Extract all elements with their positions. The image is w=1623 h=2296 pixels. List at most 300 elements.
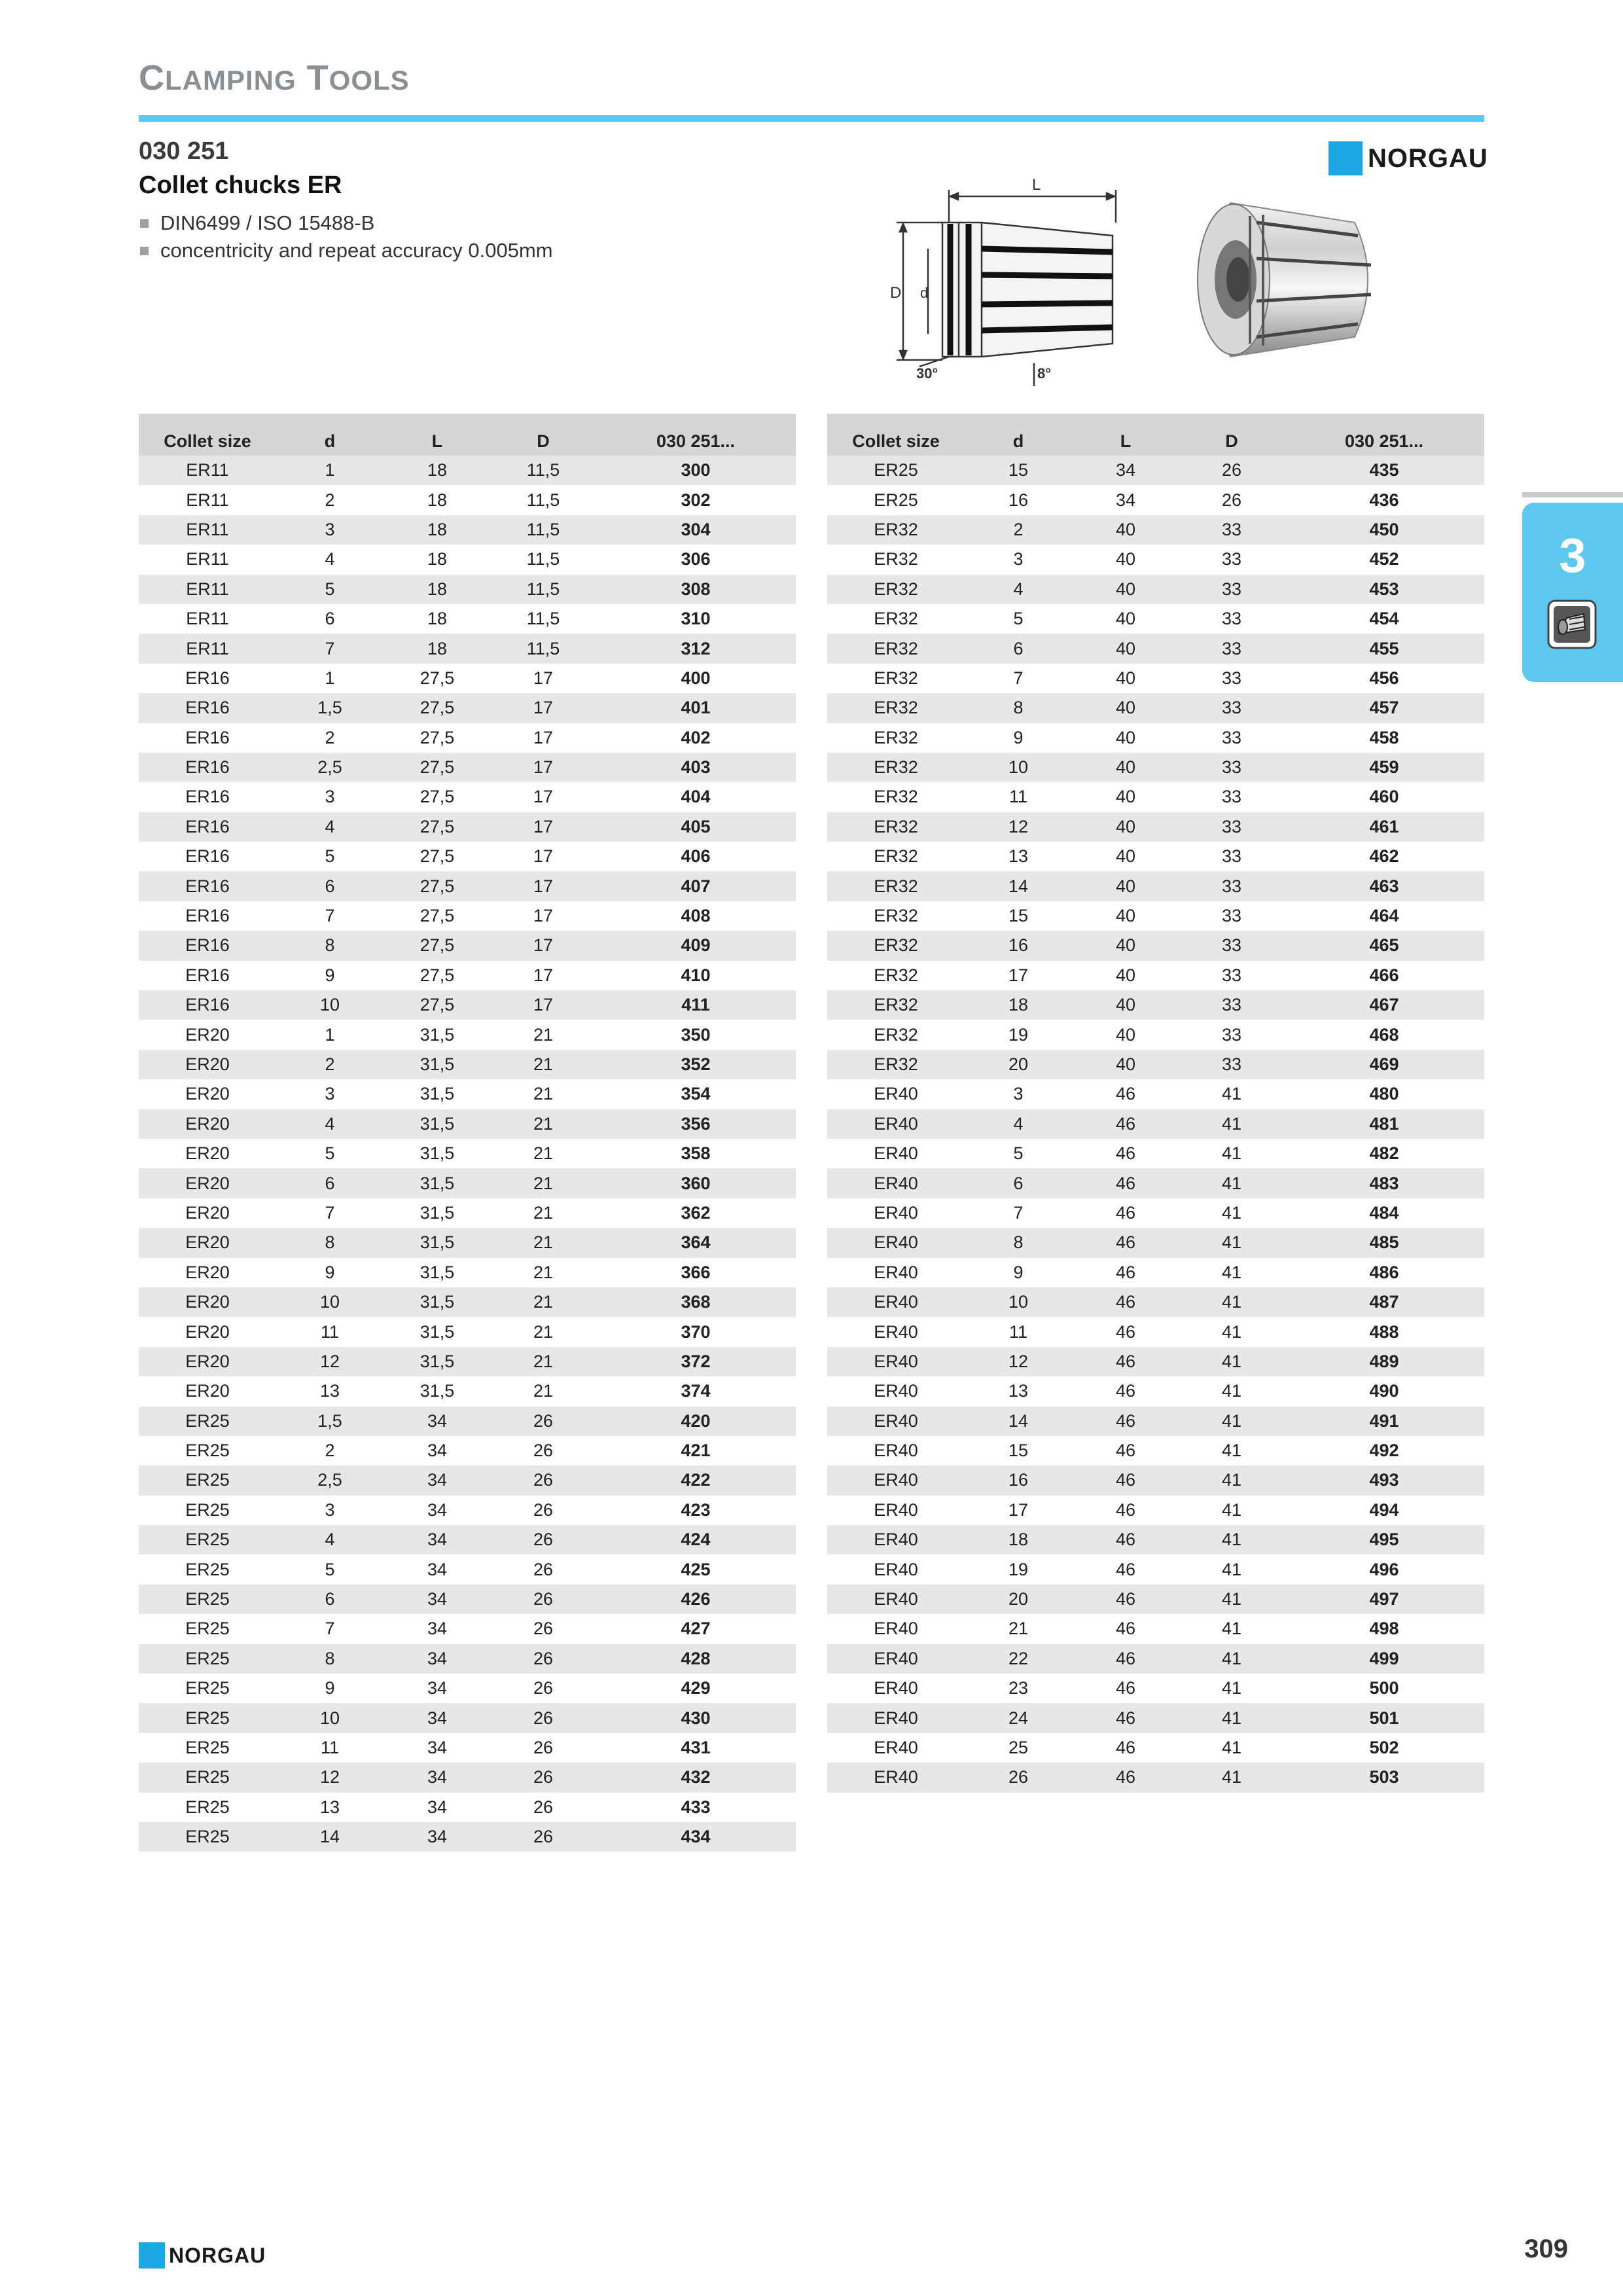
collet-chuck-icon bbox=[1547, 600, 1597, 649]
cell-d: 22 bbox=[965, 1644, 1072, 1674]
cell-article-code: 498 bbox=[1369, 1619, 1399, 1639]
cell-D: 11,5 bbox=[491, 515, 596, 545]
cell-D: 41 bbox=[1179, 1407, 1284, 1436]
cell-d: 24 bbox=[965, 1703, 1072, 1732]
cell-L: 46 bbox=[1072, 1407, 1179, 1436]
cell-L: 46 bbox=[1115, 1737, 1136, 1757]
table-row bbox=[827, 545, 1484, 574]
cell-article-code: 300 bbox=[596, 456, 796, 485]
cell-D: 41 bbox=[1179, 1228, 1284, 1257]
cell-D: 41 bbox=[1221, 1262, 1242, 1282]
table-row bbox=[139, 1585, 796, 1614]
cell-collet-size: ER40 bbox=[874, 1381, 918, 1401]
cell-d: 13 bbox=[319, 1797, 340, 1817]
table-row bbox=[827, 961, 1484, 990]
cell-d: 8 bbox=[965, 693, 1072, 723]
cell-D: 33 bbox=[1179, 634, 1284, 663]
cell-L: 31,5 bbox=[419, 1381, 455, 1401]
cell-D: 26 bbox=[533, 1559, 554, 1579]
cell-article-code: 455 bbox=[1284, 634, 1484, 663]
cell-D: 17 bbox=[491, 931, 596, 960]
cell-article-code: 420 bbox=[596, 1407, 796, 1436]
cell-article-code: 402 bbox=[681, 727, 711, 747]
cell-d: 11 bbox=[320, 1737, 340, 1757]
cell-D: 41 bbox=[1221, 1202, 1242, 1223]
angle-label-right: 8° bbox=[1037, 365, 1052, 382]
cell-L: 40 bbox=[1115, 846, 1136, 867]
cell-collet-size: ER20 bbox=[185, 1381, 230, 1401]
cell-d: 20 bbox=[965, 1585, 1072, 1614]
cell-d: 16 bbox=[965, 931, 1072, 960]
cell-L: 27,5 bbox=[419, 727, 455, 747]
cell-d: 9 bbox=[325, 965, 335, 985]
cell-collet-size: ER16 bbox=[139, 931, 276, 960]
cell-collet-size: ER16 bbox=[139, 693, 276, 723]
table-row bbox=[827, 1703, 1484, 1732]
cell-article-code: 460 bbox=[1369, 787, 1399, 807]
cell-collet-size: ER32 bbox=[874, 727, 918, 747]
cell-article-code: 484 bbox=[1369, 1202, 1399, 1223]
cell-collet-size: ER20 bbox=[185, 1084, 230, 1104]
cell-article-code: 352 bbox=[596, 1050, 796, 1079]
dimension-label-d: d bbox=[920, 285, 929, 301]
cell-d: 10 bbox=[276, 990, 383, 1020]
cell-article-code: 466 bbox=[1369, 965, 1399, 985]
cell-d: 11 bbox=[1008, 1321, 1028, 1342]
cell-D: 33 bbox=[1221, 906, 1242, 926]
table-row bbox=[827, 1376, 1484, 1406]
cell-article-code: 427 bbox=[681, 1619, 711, 1639]
cell-D: 26 bbox=[1221, 490, 1242, 510]
bullet-icon bbox=[140, 219, 149, 228]
cell-L: 46 bbox=[1115, 1381, 1136, 1401]
cell-D: 26 bbox=[1179, 456, 1284, 485]
cell-collet-size: ER20 bbox=[185, 1143, 230, 1164]
table-row bbox=[827, 1347, 1484, 1376]
cell-article-code: 492 bbox=[1369, 1441, 1399, 1461]
brand-square-icon bbox=[139, 2242, 165, 2269]
cell-article-code: 481 bbox=[1284, 1109, 1484, 1139]
cell-L: 18 bbox=[383, 634, 491, 663]
cell-D: 21 bbox=[533, 1262, 554, 1282]
table-row bbox=[139, 1020, 796, 1049]
cell-d: 2 bbox=[325, 1441, 335, 1461]
cell-d: 13 bbox=[1008, 846, 1029, 867]
cell-D: 41 bbox=[1179, 1347, 1284, 1376]
table-row bbox=[827, 1436, 1484, 1465]
cell-article-code: 469 bbox=[1284, 1050, 1484, 1079]
cell-collet-size: ER32 bbox=[874, 965, 918, 985]
table-row bbox=[139, 1109, 796, 1139]
cell-L: 46 bbox=[1115, 1262, 1136, 1282]
cell-collet-size: ER20 bbox=[139, 1228, 276, 1257]
cell-d: 12 bbox=[965, 812, 1072, 842]
cell-article-code: 497 bbox=[1284, 1585, 1484, 1614]
cell-article-code: 403 bbox=[596, 753, 796, 782]
cell-D: 26 bbox=[491, 1763, 596, 1792]
cell-article-code: 312 bbox=[596, 634, 796, 663]
cell-L: 31,5 bbox=[419, 1321, 455, 1342]
cell-collet-size: ER16 bbox=[185, 906, 230, 926]
table-row bbox=[827, 485, 1484, 514]
cell-collet-size: ER11 bbox=[139, 634, 276, 663]
cell-D: 17 bbox=[533, 727, 554, 747]
cell-D: 41 bbox=[1221, 1619, 1242, 1639]
cell-L: 46 bbox=[1072, 1168, 1179, 1198]
cell-d: 18 bbox=[965, 990, 1072, 1020]
cell-collet-size: ER40 bbox=[874, 1678, 918, 1698]
cell-collet-size: ER20 bbox=[185, 1024, 230, 1045]
brand-square-icon bbox=[1329, 141, 1363, 175]
cell-article-code: 456 bbox=[1369, 668, 1399, 688]
cell-d: 3 bbox=[325, 1084, 335, 1104]
table-row bbox=[827, 1525, 1484, 1554]
cell-d: 9 bbox=[1013, 1262, 1024, 1282]
cell-d: 5 bbox=[276, 575, 383, 604]
cell-article-code: 370 bbox=[681, 1321, 711, 1342]
cell-d: 12 bbox=[276, 1347, 383, 1376]
table-row bbox=[827, 782, 1484, 812]
cell-L: 46 bbox=[1072, 1525, 1179, 1554]
cell-collet-size: ER20 bbox=[139, 1050, 276, 1079]
cell-D: 26 bbox=[491, 1407, 596, 1436]
cell-L: 40 bbox=[1072, 515, 1179, 545]
cell-collet-size: ER40 bbox=[827, 1525, 965, 1554]
table-row bbox=[139, 485, 796, 514]
cell-D: 26 bbox=[533, 1499, 554, 1520]
cell-L: 31,5 bbox=[383, 1287, 491, 1317]
cell-collet-size: ER20 bbox=[139, 1168, 276, 1198]
cell-d: 1,5 bbox=[276, 693, 383, 723]
cell-collet-size: ER25 bbox=[185, 1797, 230, 1817]
cell-d: 7 bbox=[1013, 1202, 1024, 1223]
cell-L: 34 bbox=[383, 1703, 491, 1732]
cell-article-code: 308 bbox=[596, 575, 796, 604]
table-row bbox=[139, 1050, 796, 1079]
cell-article-code: 464 bbox=[1369, 906, 1399, 926]
table-row bbox=[827, 1287, 1484, 1317]
cell-D: 41 bbox=[1221, 1321, 1242, 1342]
cell-collet-size: ER20 bbox=[139, 1287, 276, 1317]
cell-collet-size: ER32 bbox=[827, 693, 965, 723]
cell-article-code: 436 bbox=[1369, 490, 1399, 510]
cell-D: 26 bbox=[491, 1525, 596, 1554]
cell-L: 27,5 bbox=[383, 931, 491, 960]
cell-article-code: 435 bbox=[1284, 456, 1484, 485]
table-row bbox=[139, 901, 796, 931]
cell-L: 40 bbox=[1072, 753, 1179, 782]
cell-L: 31,5 bbox=[419, 1024, 455, 1045]
cell-d: 5 bbox=[325, 1143, 335, 1164]
cell-L: 27,5 bbox=[383, 990, 491, 1020]
cell-L: 34 bbox=[427, 1559, 448, 1579]
cell-collet-size: ER20 bbox=[139, 1109, 276, 1139]
table-row bbox=[139, 1733, 796, 1763]
cell-L: 34 bbox=[1115, 490, 1136, 510]
cell-collet-size: ER11 bbox=[139, 515, 276, 545]
cell-L: 46 bbox=[1072, 1109, 1179, 1139]
table-row bbox=[139, 1407, 796, 1436]
table-row bbox=[139, 1436, 796, 1465]
cell-article-code: 493 bbox=[1284, 1465, 1484, 1495]
cell-article-code: 458 bbox=[1369, 727, 1399, 747]
cell-D: 21 bbox=[533, 1381, 554, 1401]
cell-article-code: 489 bbox=[1284, 1347, 1484, 1376]
table-row bbox=[139, 1496, 796, 1525]
cell-article-code: 465 bbox=[1284, 931, 1484, 960]
table-row bbox=[139, 664, 796, 693]
cell-d: 12 bbox=[276, 1763, 383, 1792]
cell-collet-size: ER40 bbox=[874, 1499, 918, 1520]
cell-article-code: 374 bbox=[681, 1381, 711, 1401]
column-header-d: d bbox=[276, 414, 383, 456]
cell-L: 46 bbox=[1072, 1585, 1179, 1614]
cell-collet-size: ER16 bbox=[185, 727, 230, 747]
cell-collet-size: ER16 bbox=[139, 871, 276, 901]
cell-collet-size: ER16 bbox=[139, 753, 276, 782]
table-row bbox=[139, 634, 796, 663]
cell-article-code: 490 bbox=[1369, 1381, 1399, 1401]
cell-D: 26 bbox=[533, 1678, 554, 1698]
collet-product-photo bbox=[1185, 196, 1400, 360]
cell-d: 8 bbox=[276, 931, 383, 960]
cell-d: 5 bbox=[325, 846, 335, 867]
cell-article-code: 302 bbox=[681, 490, 711, 510]
table-row bbox=[139, 1822, 796, 1852]
cell-D: 41 bbox=[1221, 1084, 1242, 1104]
table-row bbox=[139, 1258, 796, 1287]
table-row bbox=[827, 1465, 1484, 1495]
cell-article-code: 356 bbox=[596, 1109, 796, 1139]
cell-d: 17 bbox=[1008, 1499, 1029, 1520]
table-row bbox=[827, 723, 1484, 753]
cell-collet-size: ER32 bbox=[827, 990, 965, 1020]
cell-L: 34 bbox=[427, 1678, 448, 1698]
cell-d: 13 bbox=[319, 1381, 340, 1401]
cell-collet-size: ER25 bbox=[139, 1763, 276, 1792]
table-row bbox=[827, 901, 1484, 931]
cell-article-code: 400 bbox=[681, 668, 711, 688]
cell-D: 41 bbox=[1179, 1287, 1284, 1317]
cell-collet-size: ER16 bbox=[185, 787, 230, 807]
cell-D: 11,5 bbox=[526, 549, 560, 569]
cell-article-code: 366 bbox=[681, 1262, 711, 1282]
cell-L: 34 bbox=[427, 1499, 448, 1520]
table-row bbox=[139, 1554, 796, 1584]
cell-article-code: 496 bbox=[1369, 1559, 1399, 1579]
cell-d: 8 bbox=[965, 1228, 1072, 1257]
cell-d: 9 bbox=[325, 1262, 335, 1282]
table-row bbox=[139, 1525, 796, 1554]
table-row bbox=[139, 456, 796, 485]
cell-D: 33 bbox=[1221, 668, 1242, 688]
cell-article-code: 409 bbox=[596, 931, 796, 960]
cell-d: 1 bbox=[276, 456, 383, 485]
cell-d: 3 bbox=[325, 787, 335, 807]
cell-L: 40 bbox=[1115, 787, 1136, 807]
table-row bbox=[139, 782, 796, 812]
cell-L: 46 bbox=[1072, 1644, 1179, 1674]
cell-d: 14 bbox=[276, 1822, 383, 1852]
cell-D: 33 bbox=[1221, 787, 1242, 807]
cell-d: 2 bbox=[325, 490, 335, 510]
cell-L: 46 bbox=[1072, 1465, 1179, 1495]
cell-collet-size: ER16 bbox=[185, 846, 230, 867]
cell-D: 41 bbox=[1221, 1559, 1242, 1579]
cell-collet-size: ER32 bbox=[827, 634, 965, 663]
cell-article-code: 486 bbox=[1369, 1262, 1399, 1282]
cell-article-code: 457 bbox=[1284, 693, 1484, 723]
cell-collet-size: ER32 bbox=[827, 753, 965, 782]
table-row bbox=[827, 1674, 1484, 1703]
cell-d: 8 bbox=[276, 1644, 383, 1674]
cell-D: 21 bbox=[491, 1050, 596, 1079]
table-row bbox=[827, 1496, 1484, 1525]
table-row bbox=[827, 1614, 1484, 1643]
cell-D: 21 bbox=[491, 1109, 596, 1139]
cell-collet-size: ER20 bbox=[185, 1262, 230, 1282]
cell-d: 4 bbox=[965, 1109, 1072, 1139]
cell-L: 40 bbox=[1115, 906, 1136, 926]
cell-article-code: 360 bbox=[596, 1168, 796, 1198]
cell-article-code: 354 bbox=[681, 1084, 711, 1104]
cell-article-code: 350 bbox=[681, 1024, 711, 1045]
cell-d: 15 bbox=[1008, 1441, 1029, 1461]
cell-L: 46 bbox=[1072, 1347, 1179, 1376]
table-row bbox=[139, 545, 796, 574]
cell-article-code: 461 bbox=[1284, 812, 1484, 842]
cell-article-code: 454 bbox=[1369, 609, 1399, 629]
cell-D: 33 bbox=[1179, 990, 1284, 1020]
table-row bbox=[139, 842, 796, 871]
cell-d: 3 bbox=[1013, 1084, 1024, 1104]
table-row bbox=[827, 1228, 1484, 1257]
cell-d: 3 bbox=[325, 1499, 335, 1520]
cell-L: 34 bbox=[427, 1441, 448, 1461]
collet-table-right bbox=[827, 414, 1484, 1793]
cell-article-code: 362 bbox=[681, 1202, 711, 1223]
cell-collet-size: ER25 bbox=[827, 456, 965, 485]
cell-L: 27,5 bbox=[383, 693, 491, 723]
cell-collet-size: ER40 bbox=[874, 1619, 918, 1639]
cell-article-code: 430 bbox=[596, 1703, 796, 1732]
cell-D: 21 bbox=[533, 1024, 554, 1045]
cell-D: 11,5 bbox=[526, 490, 560, 510]
cell-L: 34 bbox=[383, 1407, 491, 1436]
cell-D: 26 bbox=[491, 1644, 596, 1674]
table-row bbox=[827, 1317, 1484, 1346]
cell-article-code: 421 bbox=[681, 1441, 711, 1461]
cell-article-code: 423 bbox=[681, 1499, 711, 1520]
cell-L: 40 bbox=[1072, 575, 1179, 604]
cell-collet-size: ER20 bbox=[185, 1202, 230, 1223]
cell-d: 10 bbox=[276, 1287, 383, 1317]
product-title: Collet chucks ER bbox=[139, 171, 342, 199]
cell-L: 40 bbox=[1072, 931, 1179, 960]
cell-L: 40 bbox=[1072, 990, 1179, 1020]
column-header-D: D bbox=[491, 414, 596, 456]
article-number: 030 251 bbox=[139, 137, 229, 165]
cell-collet-size: ER40 bbox=[874, 1262, 918, 1282]
cell-D: 41 bbox=[1221, 1737, 1242, 1757]
cell-article-code: 463 bbox=[1284, 871, 1484, 901]
cell-L: 40 bbox=[1115, 609, 1136, 629]
table-row bbox=[139, 515, 796, 545]
cell-d: 15 bbox=[1008, 906, 1029, 926]
cell-L: 34 bbox=[383, 1465, 491, 1495]
cell-D: 21 bbox=[533, 1143, 554, 1164]
cell-D: 41 bbox=[1179, 1703, 1284, 1732]
cell-d: 2,5 bbox=[276, 1465, 383, 1495]
cell-L: 18 bbox=[383, 575, 491, 604]
cell-D: 33 bbox=[1179, 871, 1284, 901]
cell-L: 31,5 bbox=[383, 1168, 491, 1198]
section-title: CLAMPING TOOLS bbox=[139, 58, 410, 98]
cell-collet-size: ER16 bbox=[139, 990, 276, 1020]
cell-collet-size: ER40 bbox=[827, 1287, 965, 1317]
cell-D: 33 bbox=[1179, 1050, 1284, 1079]
cell-article-code: 452 bbox=[1369, 549, 1399, 569]
table-row bbox=[139, 812, 796, 842]
cell-d: 23 bbox=[1008, 1678, 1029, 1698]
cell-L: 27,5 bbox=[383, 812, 491, 842]
cell-d: 6 bbox=[276, 1585, 383, 1614]
cell-L: 40 bbox=[1072, 1050, 1179, 1079]
brand-logo: NORGAU bbox=[1329, 141, 1488, 175]
cell-L: 27,5 bbox=[419, 906, 455, 926]
cell-collet-size: ER32 bbox=[827, 515, 965, 545]
cell-L: 18 bbox=[427, 490, 448, 510]
table-row bbox=[139, 753, 796, 782]
cell-D: 17 bbox=[491, 812, 596, 842]
cell-D: 33 bbox=[1179, 693, 1284, 723]
cell-D: 41 bbox=[1221, 1143, 1242, 1164]
cell-D: 21 bbox=[491, 1228, 596, 1257]
chapter-tab[interactable] bbox=[1522, 503, 1623, 682]
cell-L: 34 bbox=[383, 1644, 491, 1674]
cell-article-code: 494 bbox=[1369, 1499, 1399, 1520]
table-row bbox=[139, 871, 796, 901]
cell-collet-size: ER25 bbox=[185, 1559, 230, 1579]
cell-d: 1 bbox=[325, 1024, 335, 1045]
table-row bbox=[827, 871, 1484, 901]
cell-collet-size: ER25 bbox=[139, 1822, 276, 1852]
table-row bbox=[827, 1644, 1484, 1674]
cell-d: 4 bbox=[276, 812, 383, 842]
cell-D: 26 bbox=[491, 1585, 596, 1614]
cell-article-code: 304 bbox=[596, 515, 796, 545]
table-row bbox=[139, 575, 796, 604]
table-row bbox=[827, 812, 1484, 842]
chapter-tab-rule bbox=[1522, 492, 1623, 497]
cell-article-code: 428 bbox=[596, 1644, 796, 1674]
cell-collet-size: ER32 bbox=[827, 1050, 965, 1079]
cell-D: 41 bbox=[1179, 1525, 1284, 1554]
cell-L: 46 bbox=[1115, 1619, 1136, 1639]
table-row bbox=[827, 664, 1484, 693]
cell-L: 31,5 bbox=[383, 1109, 491, 1139]
cell-D: 17 bbox=[533, 846, 554, 867]
cell-d: 16 bbox=[965, 1465, 1072, 1495]
cell-D: 33 bbox=[1221, 965, 1242, 985]
cell-L: 34 bbox=[383, 1525, 491, 1554]
cell-L: 46 bbox=[1115, 1084, 1136, 1104]
cell-L: 31,5 bbox=[419, 1202, 455, 1223]
table-row bbox=[139, 1079, 796, 1109]
cell-article-code: 429 bbox=[681, 1678, 711, 1698]
cell-L: 34 bbox=[383, 1822, 491, 1852]
cell-D: 41 bbox=[1179, 1585, 1284, 1614]
